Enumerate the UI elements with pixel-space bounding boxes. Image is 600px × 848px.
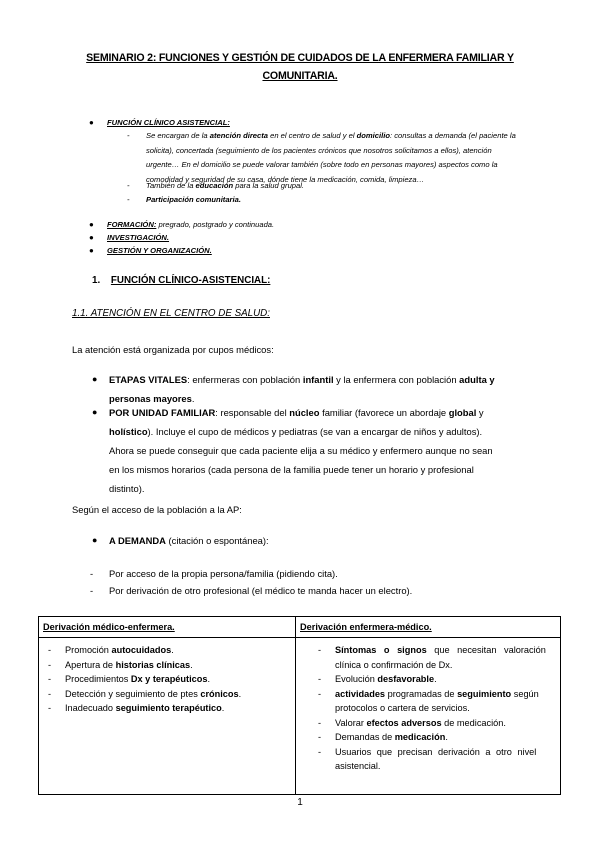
bullet-icon: ●	[89, 246, 94, 255]
bullet-a-demanda: ● A DEMANDA (citación o espontánea):	[92, 531, 269, 550]
outline-subitem-educacion: - También de la educación para la salud grupal.	[127, 179, 547, 194]
bullet-icon: ●	[89, 233, 94, 242]
bullet-icon: ●	[92, 535, 98, 545]
list-item: - actividades programadas de seguimiento según protocolos o cartera de servicios.	[318, 688, 539, 713]
page-number: 1	[297, 797, 303, 808]
table-header-enfermera-medico: Derivación enfermera-médico.	[296, 617, 561, 638]
list-item: - Evolución desfavorable.	[318, 674, 437, 684]
title-line-1: SEMINARIO 2: FUNCIONES Y GESTIÓN DE CUIDADOS DE LA ENFERMERA FAMILIAR Y	[86, 52, 514, 64]
dash-item: - Por derivación de otro profesional (el médico te manda hacer un electro).	[90, 585, 413, 596]
bullet-icon: ●	[89, 220, 94, 229]
title-line-2: COMUNITARIA.	[262, 70, 338, 82]
dash-icon: -	[127, 195, 130, 204]
dash-icon: -	[127, 131, 130, 140]
list-item: - Procedimientos Dx y terapéuticos.	[48, 674, 211, 684]
section-1-heading: 1. FUNCIÓN CLÍNICO-ASISTENCIAL:	[92, 275, 271, 286]
outline-subitem-atencion: - Se encargan de la atención directa en el centro de salud y el domicilio: consultas a demanda (el paciente la solicita), concertada (seguimiento de los pacientes crónicos que nosotros solicitamos a ellos), atención urgente… En el domicilio se puede valorar también (sobre todo en personas mayores) aspectos como la comodidad y seguridad de su casa, dónde tiene la medicación, comida, limpieza…	[127, 131, 516, 184]
outline-item-gestion: ● GESTIÓN Y ORGANIZACIÓN.	[89, 244, 549, 259]
acceso-intro: Según el acceso de la población a la AP:	[72, 504, 242, 515]
bullet-unidad-familiar: ● POR UNIDAD FAMILIAR: responsable del núcleo familiar (favorece un abordaje global y holístico). Incluye el cupo de médicos y pediatras (se van a encargar de niños y adultos). Ahora se puede conseguir que cada paciente elija a su médico y enfermero aunque no sean en los mismos horarios (cada persona de la familia puede tener un horario y profesional distinto).	[92, 403, 544, 498]
outline-item-investigacion: ● INVESTIGACIÓN.	[89, 231, 549, 246]
list-item: - Apertura de historias clínicas.	[48, 659, 193, 670]
bullet-icon: ●	[89, 118, 94, 127]
list-item: - Síntomas o signos que necesitan valoración clínica o confirmación de Dx.	[318, 645, 546, 670]
dash-item: - Por acceso de la propia persona/familia (pidiendo cita).	[90, 568, 338, 579]
table-header-medico-enfermera: Derivación médico-enfermera.	[39, 617, 296, 638]
dash-icon: -	[90, 568, 94, 579]
section-1-1-heading: 1.1. ATENCIÓN EN EL CENTRO DE SALUD:	[72, 308, 270, 319]
list-item: - Detección y seguimiento de ptes crónicos.	[48, 688, 242, 699]
list-item: - Valorar efectos adversos de medicación.	[318, 717, 506, 728]
list-item: - Promoción autocuidados.	[48, 645, 174, 655]
outline-item-formacion: ● FORMACIÓN: pregrado, postgrado y continuada.	[89, 218, 549, 233]
table-cell-left	[39, 638, 296, 795]
derivation-table	[38, 616, 561, 795]
outline-label-funcion: FUNCIÓN CLÍNICO ASISTENCIAL:	[107, 118, 230, 127]
list-item: - Usuarios que precisan derivación a otro nivel asistencial.	[318, 746, 537, 771]
list-item: - Inadecuado seguimiento terapéutico.	[48, 703, 225, 713]
dash-icon: -	[127, 181, 130, 190]
document-title	[60, 49, 540, 85]
outline-subitem-participacion: - Participación comunitaria.	[127, 193, 547, 208]
dash-icon: -	[90, 585, 94, 596]
list-item: - Demandas de medicación.	[318, 732, 448, 742]
intro-cupos: La atención está organizada por cupos médicos:	[72, 344, 274, 355]
bullet-icon: ●	[92, 374, 98, 384]
table-cell-right	[296, 638, 561, 795]
bullet-etapas-vitales: ● ETAPAS VITALES: enfermeras con población infantil y la enfermera con población adulta y personas mayores.	[92, 370, 544, 408]
bullet-icon: ●	[92, 407, 98, 417]
